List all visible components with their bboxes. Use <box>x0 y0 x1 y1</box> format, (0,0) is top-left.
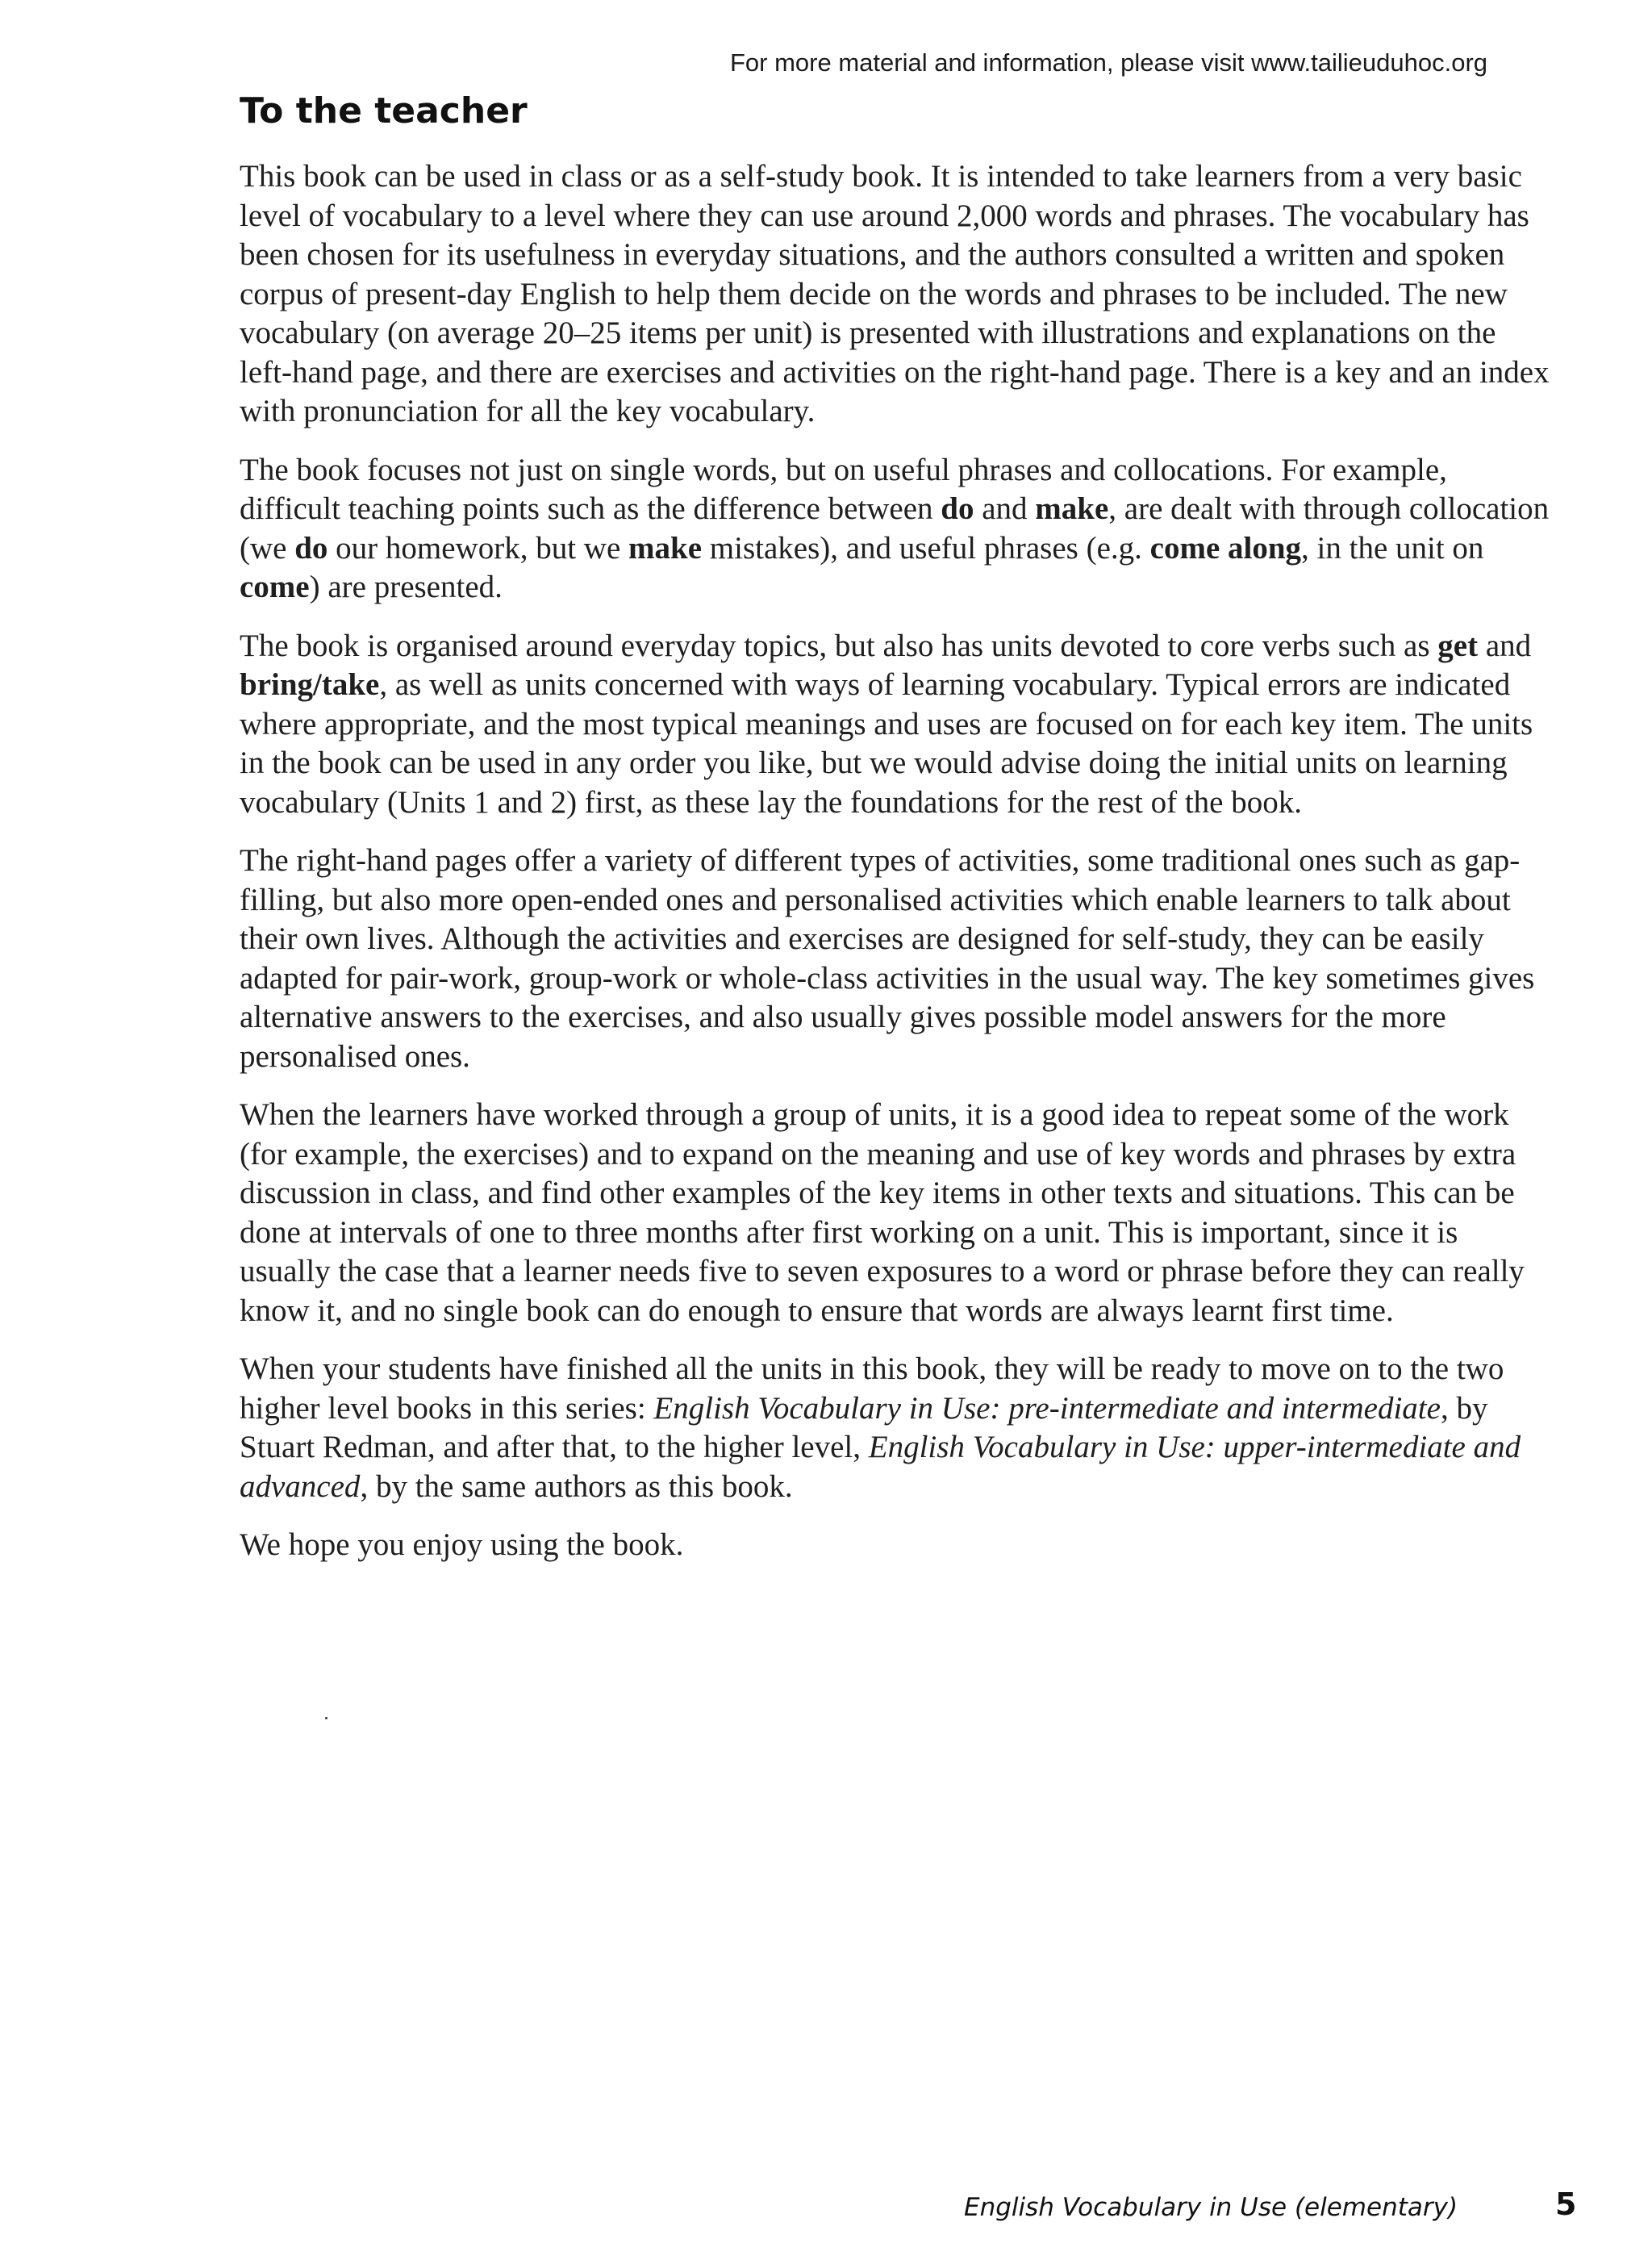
italic-book-title: English Vocabulary in Use: pre-intermediate and intermediate <box>653 1390 1441 1426</box>
body-text <box>240 157 1554 1585</box>
text-run: The book is organised around everyday topics, but also has units devoted to core verbs such as <box>240 628 1438 663</box>
text-run: our homework, but we <box>327 530 629 566</box>
bold-term: come along <box>1149 530 1302 566</box>
text-run: , as well as units concerned with ways of learning vocabulary. Typical errors are indicated where appropriate, and the most typical meanings and uses are focused on for each key item. The units in the book can be used in any order you like, but we would advise doing the initial units on learning vocabulary (Units 1 and 2) first, as these lay the foundations for the rest of the book. <box>240 667 1533 820</box>
paragraph-closing: We hope you enjoy using the book. <box>240 1527 684 1562</box>
paragraph-organisation <box>240 627 1554 823</box>
bold-term: do <box>294 530 328 566</box>
text-run: , in the unit on <box>1301 530 1484 566</box>
bold-term: get <box>1437 628 1479 663</box>
paragraph-series <box>240 1350 1554 1506</box>
scan-speck <box>325 1717 327 1719</box>
footer-book-title: English Vocabulary in Use (elementary) <box>964 2193 1458 2222</box>
text-run: , by Stuart Redman, and after that, to the higher level, <box>240 1390 1488 1464</box>
paragraph-collocations <box>240 451 1554 608</box>
italic-book-title: English Vocabulary in Use: upper-intermediate and advanced <box>240 1430 1521 1504</box>
bold-term: do <box>941 491 974 526</box>
paragraph-revision: When the learners have worked through a group of units, it is a good idea to repeat some of the work (for example, the exercises) and to expand on the meaning and use of key words and phrases by extra discussion in class, and find other examples of the key items in other texts and situations. This can be done at intervals of one to three months after first working on a unit. This is important, since it is usually the case that a learner needs five to seven exposures to a word or phrase before they can really know it, and no single book can do enough to ensure that words are always learnt first time. <box>240 1097 1525 1328</box>
text-run: , by the same authors as this book. <box>360 1468 793 1504</box>
text-run: and <box>974 491 1036 526</box>
bold-term: make <box>628 530 703 566</box>
text-run: mistakes), and useful phrases (e.g. <box>702 530 1150 566</box>
text-run: The book focuses not just on single words, but on useful phrases and collocations. For example, difficult teaching points such as the difference between <box>240 452 1447 526</box>
paragraph-activities: The right-hand pages offer a variety of different types of activities, some traditional ones such as gap-filling, but also more open-ended ones and personalised activities which enable learners to talk about their own lives. Although the activities and exercises are designed for self-study, they can be easily adapted for pair-work, group-work or whole-class activities in the usual way. The key sometimes gives alternative answers to the exercises, and also usually gives possible model answers for the more personalised ones. <box>240 843 1535 1074</box>
text-run: , are dealt with through collocation (we <box>240 491 1550 566</box>
paragraph-intro: This book can be used in class or as a self-study book. It is intended to take learners from a very basic level of vocabulary to a level where they can use around 2,000 words and phrases. The vocabulary has been chosen for its usefulness in everyday situations, and the authors consulted a written and spoken corpus of present-day English to help them decide on the words and phrases to be included. The new vocabulary (on average 20–25 items per unit) is presented with illustrations and explanations on the left-hand page, and there are exercises and activities on the right-hand page. There is a key and an index with pronunciation for all the key vocabulary. <box>240 159 1550 428</box>
page-number: 5 <box>1555 2186 1577 2222</box>
bold-term: come <box>240 570 310 604</box>
watermark-text: For more material and information, please visit www.tailieuduhoc.org <box>730 48 1488 77</box>
bold-term: bring/take <box>240 667 380 702</box>
text-run: ) are presented. <box>309 570 503 604</box>
text-run: When your students have finished all the units in this book, they will be ready to move on to the two higher level books in this series: <box>240 1351 1504 1426</box>
page-title: To the teacher <box>240 90 528 132</box>
text-run: and <box>1478 628 1532 663</box>
bold-term: make <box>1035 491 1109 526</box>
